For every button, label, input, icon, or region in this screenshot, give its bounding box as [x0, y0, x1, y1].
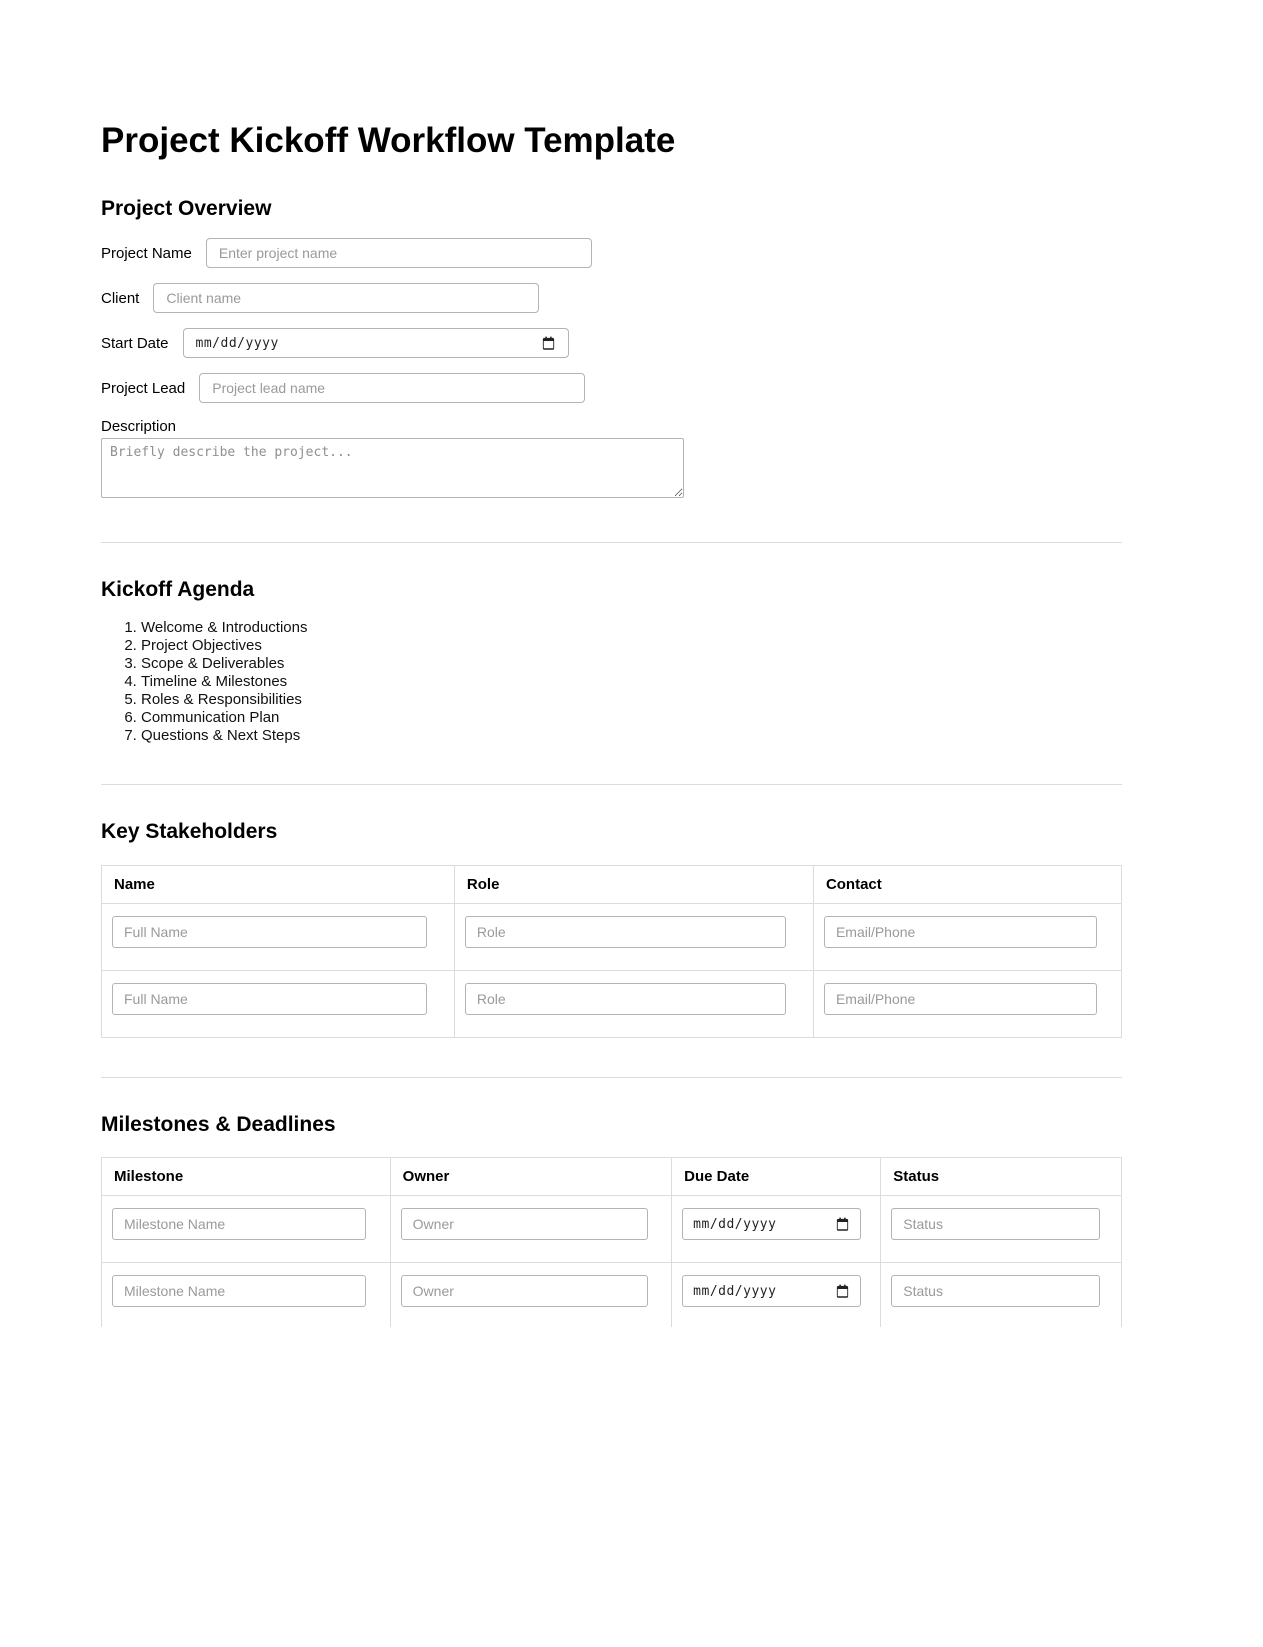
stakeholder-name-input[interactable] [112, 983, 427, 1015]
milestone-row [102, 1263, 1122, 1328]
stakeholder-row [102, 971, 1122, 1038]
milestone-due-date-input[interactable] [682, 1275, 861, 1307]
agenda-item: 5. Roles & Responsibilities [141, 691, 1122, 709]
client-input[interactable] [153, 283, 539, 313]
agenda-item: 7. Questions & Next Steps [141, 727, 1122, 745]
milestones-heading: Milestones & Deadlines [101, 1113, 336, 1136]
client-label: Client [101, 289, 140, 307]
project-lead-input[interactable] [199, 373, 585, 403]
section-project-overview [101, 196, 1122, 503]
start-date-value: mm/dd/yyyy [195, 335, 279, 351]
agenda-item: 6. Communication Plan [141, 709, 1122, 727]
milestones-col-status: Status [881, 1158, 1122, 1196]
calendar-icon [835, 1284, 850, 1299]
calendar-icon [541, 336, 556, 351]
agenda-item: 1. Welcome & Introductions [141, 619, 1122, 637]
project-name-input[interactable] [206, 238, 592, 268]
milestones-col-due-date: Due Date [672, 1158, 881, 1196]
milestones-col-owner: Owner [390, 1158, 672, 1196]
stakeholder-row [102, 904, 1122, 971]
milestone-status-input[interactable] [891, 1275, 1100, 1307]
client-row [101, 283, 1122, 313]
description-label: Description [101, 418, 177, 435]
project-lead-label: Project Lead [101, 379, 186, 397]
start-date-label: Start Date [101, 334, 169, 352]
section-divider [101, 1077, 1122, 1078]
due-date-value: mm/dd/yyyy [693, 1216, 777, 1232]
start-date-row [101, 328, 1122, 358]
due-date-value: mm/dd/yyyy [693, 1283, 777, 1299]
agenda-heading: Kickoff Agenda [101, 578, 255, 601]
milestones-col-milestone: Milestone [102, 1158, 391, 1196]
stakeholders-heading: Key Stakeholders [101, 820, 278, 843]
milestones-table [101, 1157, 1122, 1327]
agenda-item: 2. Project Objectives [141, 637, 1122, 655]
project-lead-row [101, 373, 1122, 403]
description-textarea[interactable] [101, 438, 684, 498]
milestone-row [102, 1196, 1122, 1263]
calendar-icon [835, 1217, 850, 1232]
section-kickoff-agenda [101, 577, 1122, 745]
stakeholders-col-contact: Contact [813, 866, 1121, 904]
stakeholders-col-role: Role [454, 866, 813, 904]
milestone-due-date-input[interactable] [682, 1208, 861, 1240]
milestone-owner-input[interactable] [401, 1208, 648, 1240]
stakeholder-contact-input[interactable] [824, 916, 1097, 948]
stakeholder-name-input[interactable] [112, 916, 427, 948]
milestone-status-input[interactable] [891, 1208, 1100, 1240]
stakeholders-table [101, 865, 1122, 1038]
section-key-stakeholders [101, 819, 1122, 1038]
section-milestones [101, 1112, 1122, 1327]
section-divider [101, 784, 1122, 785]
project-name-label: Project Name [101, 244, 192, 262]
start-date-input[interactable] [183, 328, 569, 358]
milestone-owner-input[interactable] [401, 1275, 648, 1307]
agenda-list [101, 619, 1122, 745]
page-container [101, 0, 1122, 1647]
stakeholder-role-input[interactable] [465, 916, 786, 948]
agenda-item: 3. Scope & Deliverables [141, 655, 1122, 673]
stakeholder-contact-input[interactable] [824, 983, 1097, 1015]
section-divider [101, 542, 1122, 543]
stakeholders-col-name: Name [102, 866, 455, 904]
milestones-table-wrap [101, 1157, 1122, 1327]
page-title: Project Kickoff Workflow Template [101, 121, 676, 160]
stakeholders-header-row [102, 866, 1122, 904]
stakeholder-role-input[interactable] [465, 983, 786, 1015]
milestone-name-input[interactable] [112, 1208, 366, 1240]
milestones-header-row [102, 1158, 1122, 1196]
agenda-item: 4. Timeline & Milestones [141, 673, 1122, 691]
project-name-row [101, 238, 1122, 268]
stakeholders-table-wrap [101, 865, 1122, 1038]
milestone-name-input[interactable] [112, 1275, 366, 1307]
overview-heading: Project Overview [101, 197, 272, 220]
bottom-whitespace [101, 1327, 1122, 1647]
